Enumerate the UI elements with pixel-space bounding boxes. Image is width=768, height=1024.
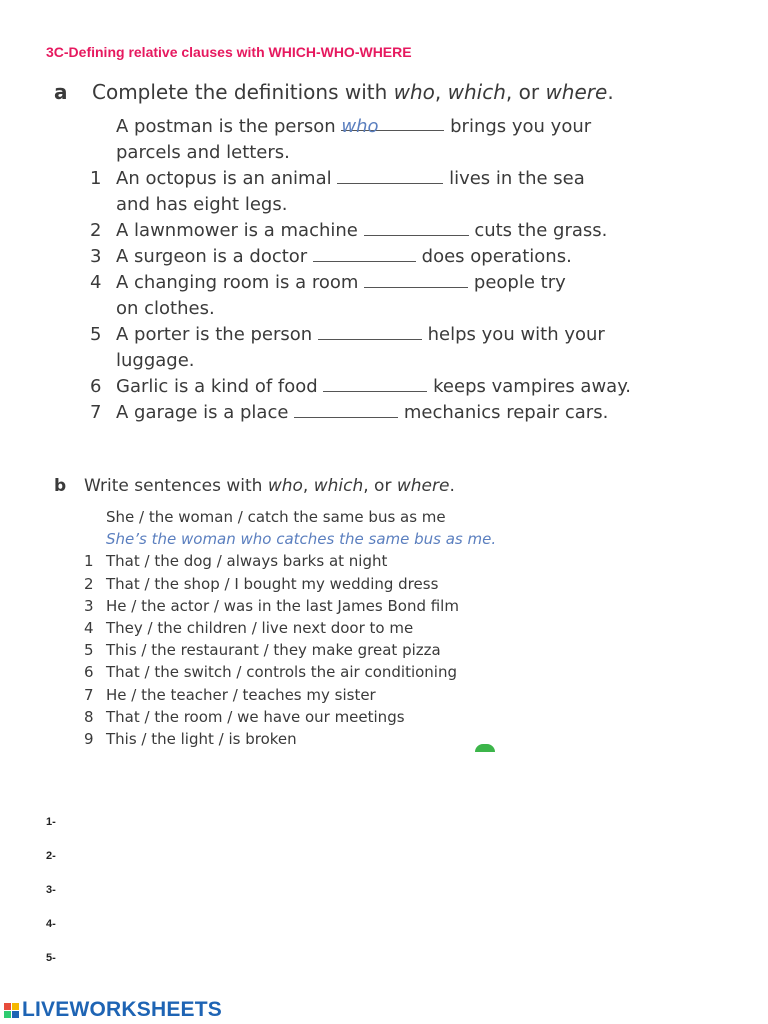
- prompt-item: 1 That / the dog / always barks at night: [84, 552, 388, 571]
- example-answer-blank: who: [341, 114, 444, 131]
- section-a: [54, 80, 754, 426]
- definition-item: 5 A porter is the person helps you with your: [90, 324, 605, 345]
- answer-blank[interactable]: [294, 401, 398, 418]
- answer-blank[interactable]: [337, 167, 443, 184]
- answer-line-2[interactable]: 2-: [46, 850, 56, 862]
- prompt-item: 5 This / the restaurant / they make great pizza: [84, 641, 441, 660]
- answer-blank[interactable]: [364, 271, 468, 288]
- green-marker-icon: [475, 744, 495, 752]
- prompt-item: 7 He / the teacher / teaches my sister: [84, 685, 376, 704]
- answer-blank[interactable]: [313, 245, 416, 262]
- section-a-heading: [54, 80, 754, 110]
- page-title: 3C-Defining relative clauses with WHICH-WHO-WHERE: [46, 44, 412, 60]
- answer-lines: [46, 816, 56, 986]
- section-a-letter: a: [54, 80, 68, 104]
- answer-blank[interactable]: [364, 219, 469, 236]
- section-b-letter: b: [54, 476, 67, 496]
- definition-item: 2 A lawnmower is a machine cuts the grass.: [90, 220, 608, 241]
- answer-blank[interactable]: [323, 375, 427, 392]
- answer-line-3[interactable]: 3-: [46, 884, 56, 896]
- section-b-heading: [54, 476, 754, 504]
- definition-item: 4 A changing room is a room people try: [90, 272, 566, 293]
- liveworksheets-logo-icon: [4, 1003, 19, 1018]
- prompt-item: 4 They / the children / live next door to me: [84, 618, 414, 637]
- answer-line-4[interactable]: 4-: [46, 918, 56, 930]
- answer-line-1[interactable]: 1-: [46, 816, 56, 828]
- definition-item-cont: and has eight legs.: [116, 194, 288, 215]
- brand-name: LIVEWORKSHEETS: [22, 998, 222, 1021]
- prompt-item: 2 That / the shop / I bought my wedding dress: [84, 574, 439, 593]
- definition-item-cont: luggage.: [116, 350, 195, 371]
- example-prompt: She / the woman / catch the same bus as me: [106, 508, 446, 526]
- prompt-item: 8 That / the room / we have our meetings: [84, 707, 405, 726]
- answer-blank[interactable]: [318, 323, 422, 340]
- answer-line-5[interactable]: 5-: [46, 952, 56, 964]
- prompt-item: 9 This / the light / is broken: [84, 729, 297, 748]
- definition-item-cont: on clothes.: [116, 298, 215, 319]
- definition-item: 1 An octopus is an animal lives in the sea: [90, 168, 585, 189]
- prompt-item: 3 He / the actor / was in the last James Bond film: [84, 596, 459, 615]
- liveworksheets-logo[interactable]: [4, 998, 222, 1022]
- example-answer: She’s the woman who catches the same bus as me.: [106, 530, 497, 549]
- example-line: A postman is the person who brings you your: [116, 116, 592, 137]
- prompt-item: 6 That / the switch / controls the air conditioning: [84, 663, 457, 682]
- section-b-instruction: Write sentences with who, which, or where.: [84, 476, 455, 496]
- section-a-instruction: Complete the definitions with who, which, or where.: [92, 80, 614, 104]
- example-line-cont: parcels and letters.: [116, 142, 290, 163]
- section-b: [54, 476, 754, 750]
- definition-item: 6 Garlic is a kind of food keeps vampires away.: [90, 376, 632, 397]
- definition-item: 3 A surgeon is a doctor does operations.: [90, 246, 572, 267]
- definition-item: 7 A garage is a place mechanics repair cars.: [90, 402, 609, 423]
